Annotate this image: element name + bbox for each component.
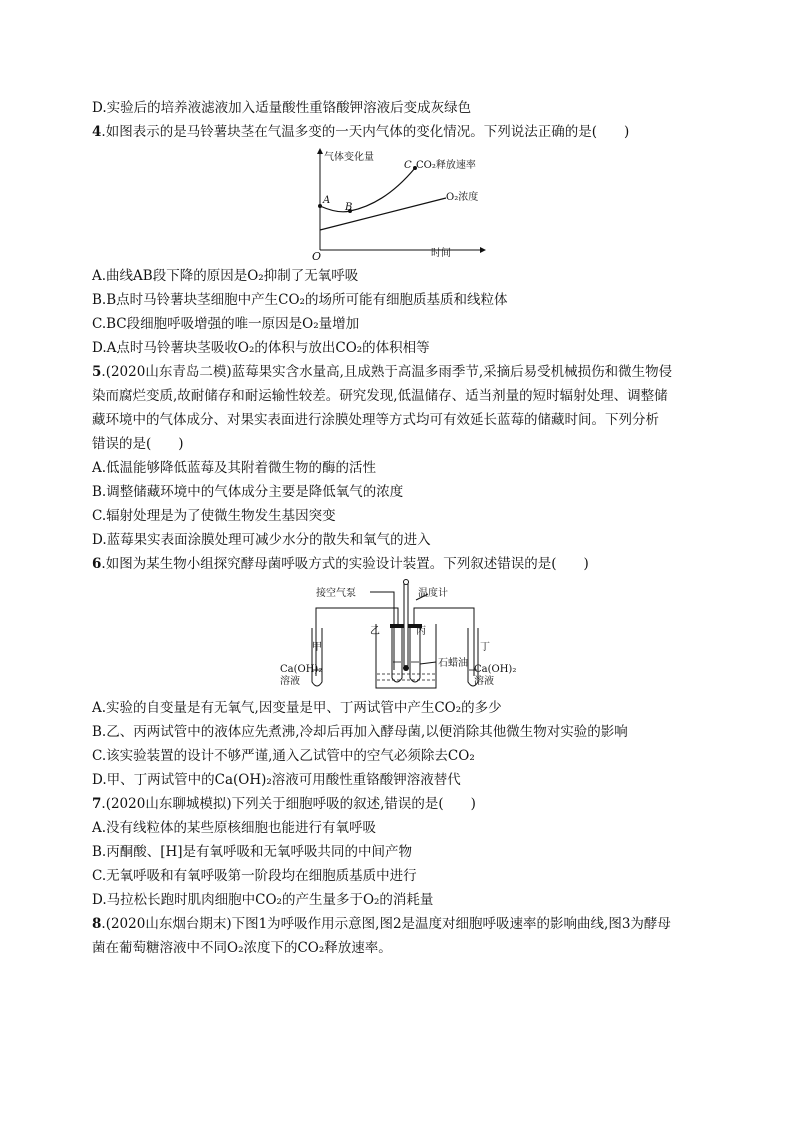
q8-stem-1: 8.(2020山东烟台期末)下图1为呼吸作用示意图,图2是温度对细胞呼吸速率的影响曲线,图3为酵母 xyxy=(92,916,671,932)
q5-stem-3: 藏环境中的气体成分、对果实表面进行涂膜处理等方式均可有效延长蓝莓的储藏时间。下列分析 xyxy=(92,412,659,428)
lime-right-label-2: 溶液 xyxy=(474,676,494,687)
q7-option-b: B.丙酮酸、[H]是有氧呼吸和无氧呼吸共同的中间产物 xyxy=(92,844,413,860)
point-a xyxy=(318,204,322,208)
q4-gas-change-graph xyxy=(300,146,500,264)
q4-option-b: B.B点时马铃薯块茎细胞中产生CO₂的场所可能有细胞质基质和线粒体 xyxy=(92,292,508,308)
y-axis-label: 气体变化量 xyxy=(324,152,374,163)
q5-stem-2: 染而腐烂变质,故耐储存和耐运输性较差。研究发现,低温储存、适当剂量的短时辐射处理、调整储 xyxy=(92,388,668,404)
lime-left-label-2: 溶液 xyxy=(280,676,300,687)
q7-option-d: D.马拉松长跑时肌肉细胞中CO₂的产生量多于O₂的消耗量 xyxy=(92,892,434,908)
q6-option-b: B.乙、丙两试管中的液体应先煮沸,冷却后再加入酵母菌,以便消除其他微生物对实验的影响 xyxy=(92,724,628,740)
tube-ding-label: 丁 xyxy=(480,642,490,653)
q6-option-a: A.实验的自变量是有无氧气,因变量是甲、丁两试管中产生CO₂的多少 xyxy=(92,700,502,716)
q6-yeast-apparatus xyxy=(270,578,530,696)
q4-stem: 4.如图表示的是马铃薯块茎在气温多变的一天内气体的变化情况。下列说法正确的是( ) xyxy=(92,124,630,140)
q4-option-a: A.曲线AB段下降的原因是O₂抑制了无氧呼吸 xyxy=(92,268,359,284)
o2-line-label: O₂浓度 xyxy=(446,192,479,203)
q8-stem-2: 菌在葡萄糖溶液中不同O₂浓度下的CO₂释放速率。 xyxy=(92,940,392,956)
paraffin-label: 石蜡油 xyxy=(438,658,468,669)
q6-stem: 6.如图为某生物小组探究酵母菌呼吸方式的实验设计装置。下列叙述错误的是( ) xyxy=(92,556,589,572)
q6-option-c: C.该实验装置的设计不够严谨,通入乙试管中的空气必须除去CO₂ xyxy=(92,748,475,764)
q5-option-d: D.蓝莓果实表面涂膜处理可减少水分的散失和氧气的进入 xyxy=(92,532,431,548)
thermometer-label: 温度计 xyxy=(418,588,448,599)
q5-stem-4: 错误的是( ) xyxy=(92,436,184,452)
q3-option-d: D.实验后的培养液滤液加入适量酸性重铬酸钾溶液后变成灰绿色 xyxy=(92,100,472,116)
q6-option-d: D.甲、丁两试管中的Ca(OH)₂溶液可用酸性重铬酸钾溶液替代 xyxy=(92,772,461,788)
tube-jia-label: 甲 xyxy=(312,642,322,653)
lime-left-label-1: Ca(OH)₂ xyxy=(280,664,323,675)
point-a-label: A xyxy=(323,195,331,206)
q7-stem: 7.(2020山东聊城模拟)下列关于细胞呼吸的叙述,错误的是( ) xyxy=(92,796,476,812)
q5-option-b: B.调整储藏环境中的气体成分主要是降低氧气的浓度 xyxy=(92,484,404,500)
origin-label: O xyxy=(312,250,322,263)
point-c-label: C xyxy=(404,160,412,171)
q4-option-d: D.A点时马铃薯块茎吸收O₂的体积与放出CO₂的体积相等 xyxy=(92,340,430,356)
q7-option-c: C.无氧呼吸和有氧呼吸第一阶段均在细胞质基质中进行 xyxy=(92,868,417,884)
q5-option-a: A.低温能够降低蓝莓及其附着微生物的酶的活性 xyxy=(92,460,377,476)
q4-option-c: C.BC段细胞呼吸增强的唯一原因是O₂量增加 xyxy=(92,316,360,332)
tube-yi-label: 乙 xyxy=(370,626,380,637)
q7-option-a: A.没有线粒体的某些原核细胞也能进行有氧呼吸 xyxy=(92,820,377,836)
lime-right-label-1: Ca(OH)₂ xyxy=(474,664,517,675)
q5-stem-1: 5.(2020山东青岛二模)蓝莓果实含水量高,且成熟于高温多雨季节,采摘后易受机械损伤和微生物侵 xyxy=(92,364,673,380)
x-axis-label: 时间 xyxy=(431,248,451,259)
pump-label: 接空气泵 xyxy=(316,588,356,599)
tube-bing-label: 丙 xyxy=(416,626,426,637)
co2-curve-label: CO₂释放速率 xyxy=(416,160,476,171)
o2-concentration-line xyxy=(320,198,446,230)
co2-release-curve xyxy=(320,168,415,212)
point-b-label: B xyxy=(345,202,353,213)
q5-option-c: C.辐射处理是为了使微生物发生基因突变 xyxy=(92,508,336,524)
